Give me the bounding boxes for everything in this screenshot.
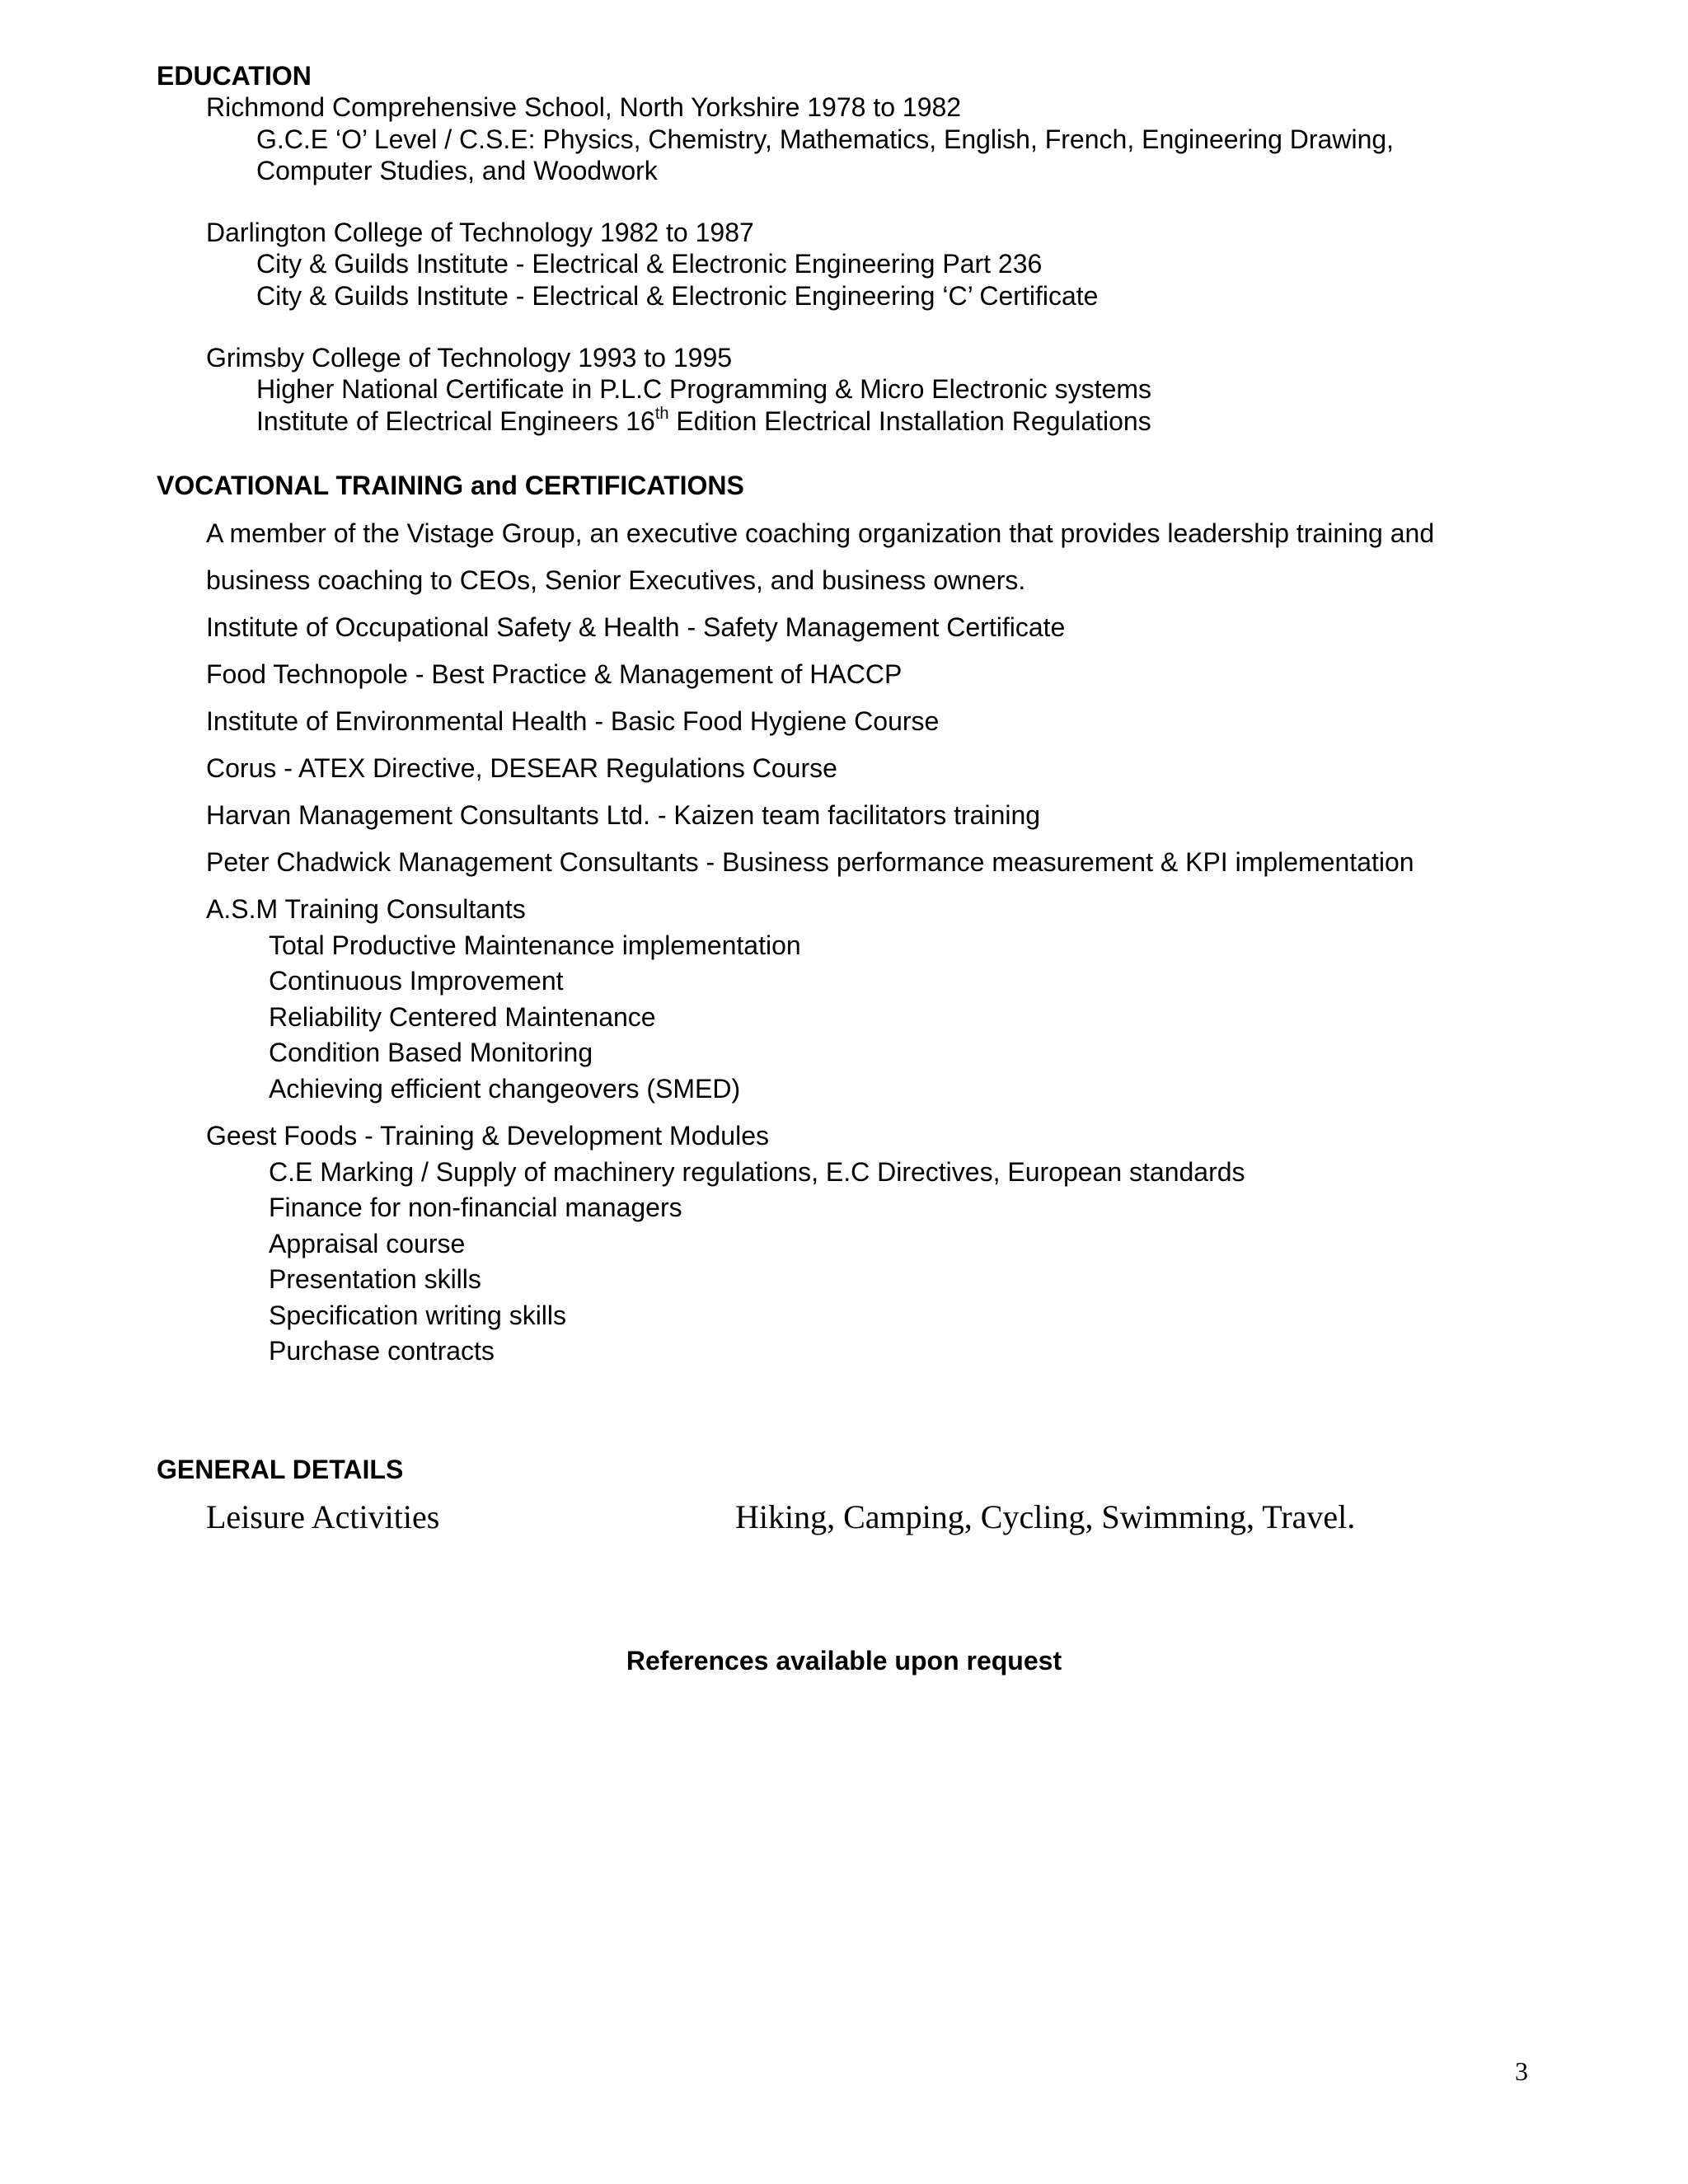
geest-item: C.E Marking / Supply of machinery regulations, E.C Directives, European standards [269, 1157, 1245, 1187]
training-item: Peter Chadwick Management Consultants - Business performance measurement & KPI implementation [206, 847, 1414, 877]
geest-item: Finance for non-financial managers [269, 1193, 682, 1222]
vistage-line-1: A member of the Vistage Group, an executive coaching organization that provides leadership training and [206, 518, 1435, 548]
school-grimsby: Grimsby College of Technology 1993 to 1995 [206, 343, 733, 373]
leisure-value: Hiking, Camping, Cycling, Swimming, Travel. [735, 1498, 1356, 1535]
asm-title: A.S.M Training Consultants [206, 894, 526, 924]
training-item: Food Technopole - Best Practice & Management of HACCP [206, 659, 903, 689]
training-item: Institute of Occupational Safety & Health - Safety Management Certificate [206, 612, 1066, 642]
asm-item: Reliability Centered Maintenance [269, 1002, 656, 1032]
training-item: Institute of Environmental Health - Basic Food Hygiene Course [206, 706, 940, 736]
school-darlington: Darlington College of Technology 1982 to 1987 [206, 218, 754, 247]
asm-item: Achieving efficient changeovers (SMED) [269, 1074, 741, 1104]
vistage-line-2: business coaching to CEOs, Senior Executives, and business owners. [206, 565, 1026, 595]
education-heading: EDUCATION [157, 61, 312, 91]
geest-item: Purchase contracts [269, 1336, 495, 1366]
school-grimsby-item-1: Higher National Certificate in P.L.C Programming & Micro Electronic systems [256, 374, 1152, 404]
school-darlington-item-1: City & Guilds Institute - Electrical & Electronic Engineering Part 236 [256, 249, 1043, 279]
school-darlington-item-2: City & Guilds Institute - Electrical & Electronic Engineering ‘C’ Certificate [256, 281, 1099, 311]
school-grimsby-item-2 [256, 405, 1151, 437]
asm-item: Continuous Improvement [269, 966, 564, 996]
vocational-heading: VOCATIONAL TRAINING and CERTIFICATIONS [157, 471, 744, 500]
iee-text-before: Institute of Electrical Engineers 16 [256, 406, 655, 436]
training-item: Harvan Management Consultants Ltd. - Kaizen team facilitators training [206, 800, 1041, 830]
geest-item: Specification writing skills [269, 1301, 567, 1330]
school-richmond-details-2: Computer Studies, and Woodwork [256, 156, 658, 185]
school-richmond: Richmond Comprehensive School, North Yorkshire 1978 to 1982 [206, 92, 962, 122]
asm-item: Condition Based Monitoring [269, 1038, 593, 1067]
iee-superscript: th [654, 405, 669, 423]
general-heading: GENERAL DETAILS [157, 1455, 404, 1484]
geest-title: Geest Foods - Training & Development Modules [206, 1121, 769, 1151]
asm-item: Total Productive Maintenance implementation [269, 930, 801, 960]
school-richmond-details-1: G.C.E ‘O’ Level / C.S.E: Physics, Chemistry, Mathematics, English, French, Engineering Drawing, [256, 124, 1395, 154]
page-number: 3 [1515, 2056, 1528, 2086]
references-note: References available upon request [626, 1646, 1062, 1675]
iee-text-after: Edition Electrical Installation Regulations [668, 406, 1151, 436]
training-item: Corus - ATEX Directive, DESEAR Regulations Course [206, 753, 837, 783]
geest-item: Presentation skills [269, 1264, 481, 1294]
geest-item: Appraisal course [269, 1229, 466, 1258]
leisure-label: Leisure Activities [206, 1498, 440, 1535]
